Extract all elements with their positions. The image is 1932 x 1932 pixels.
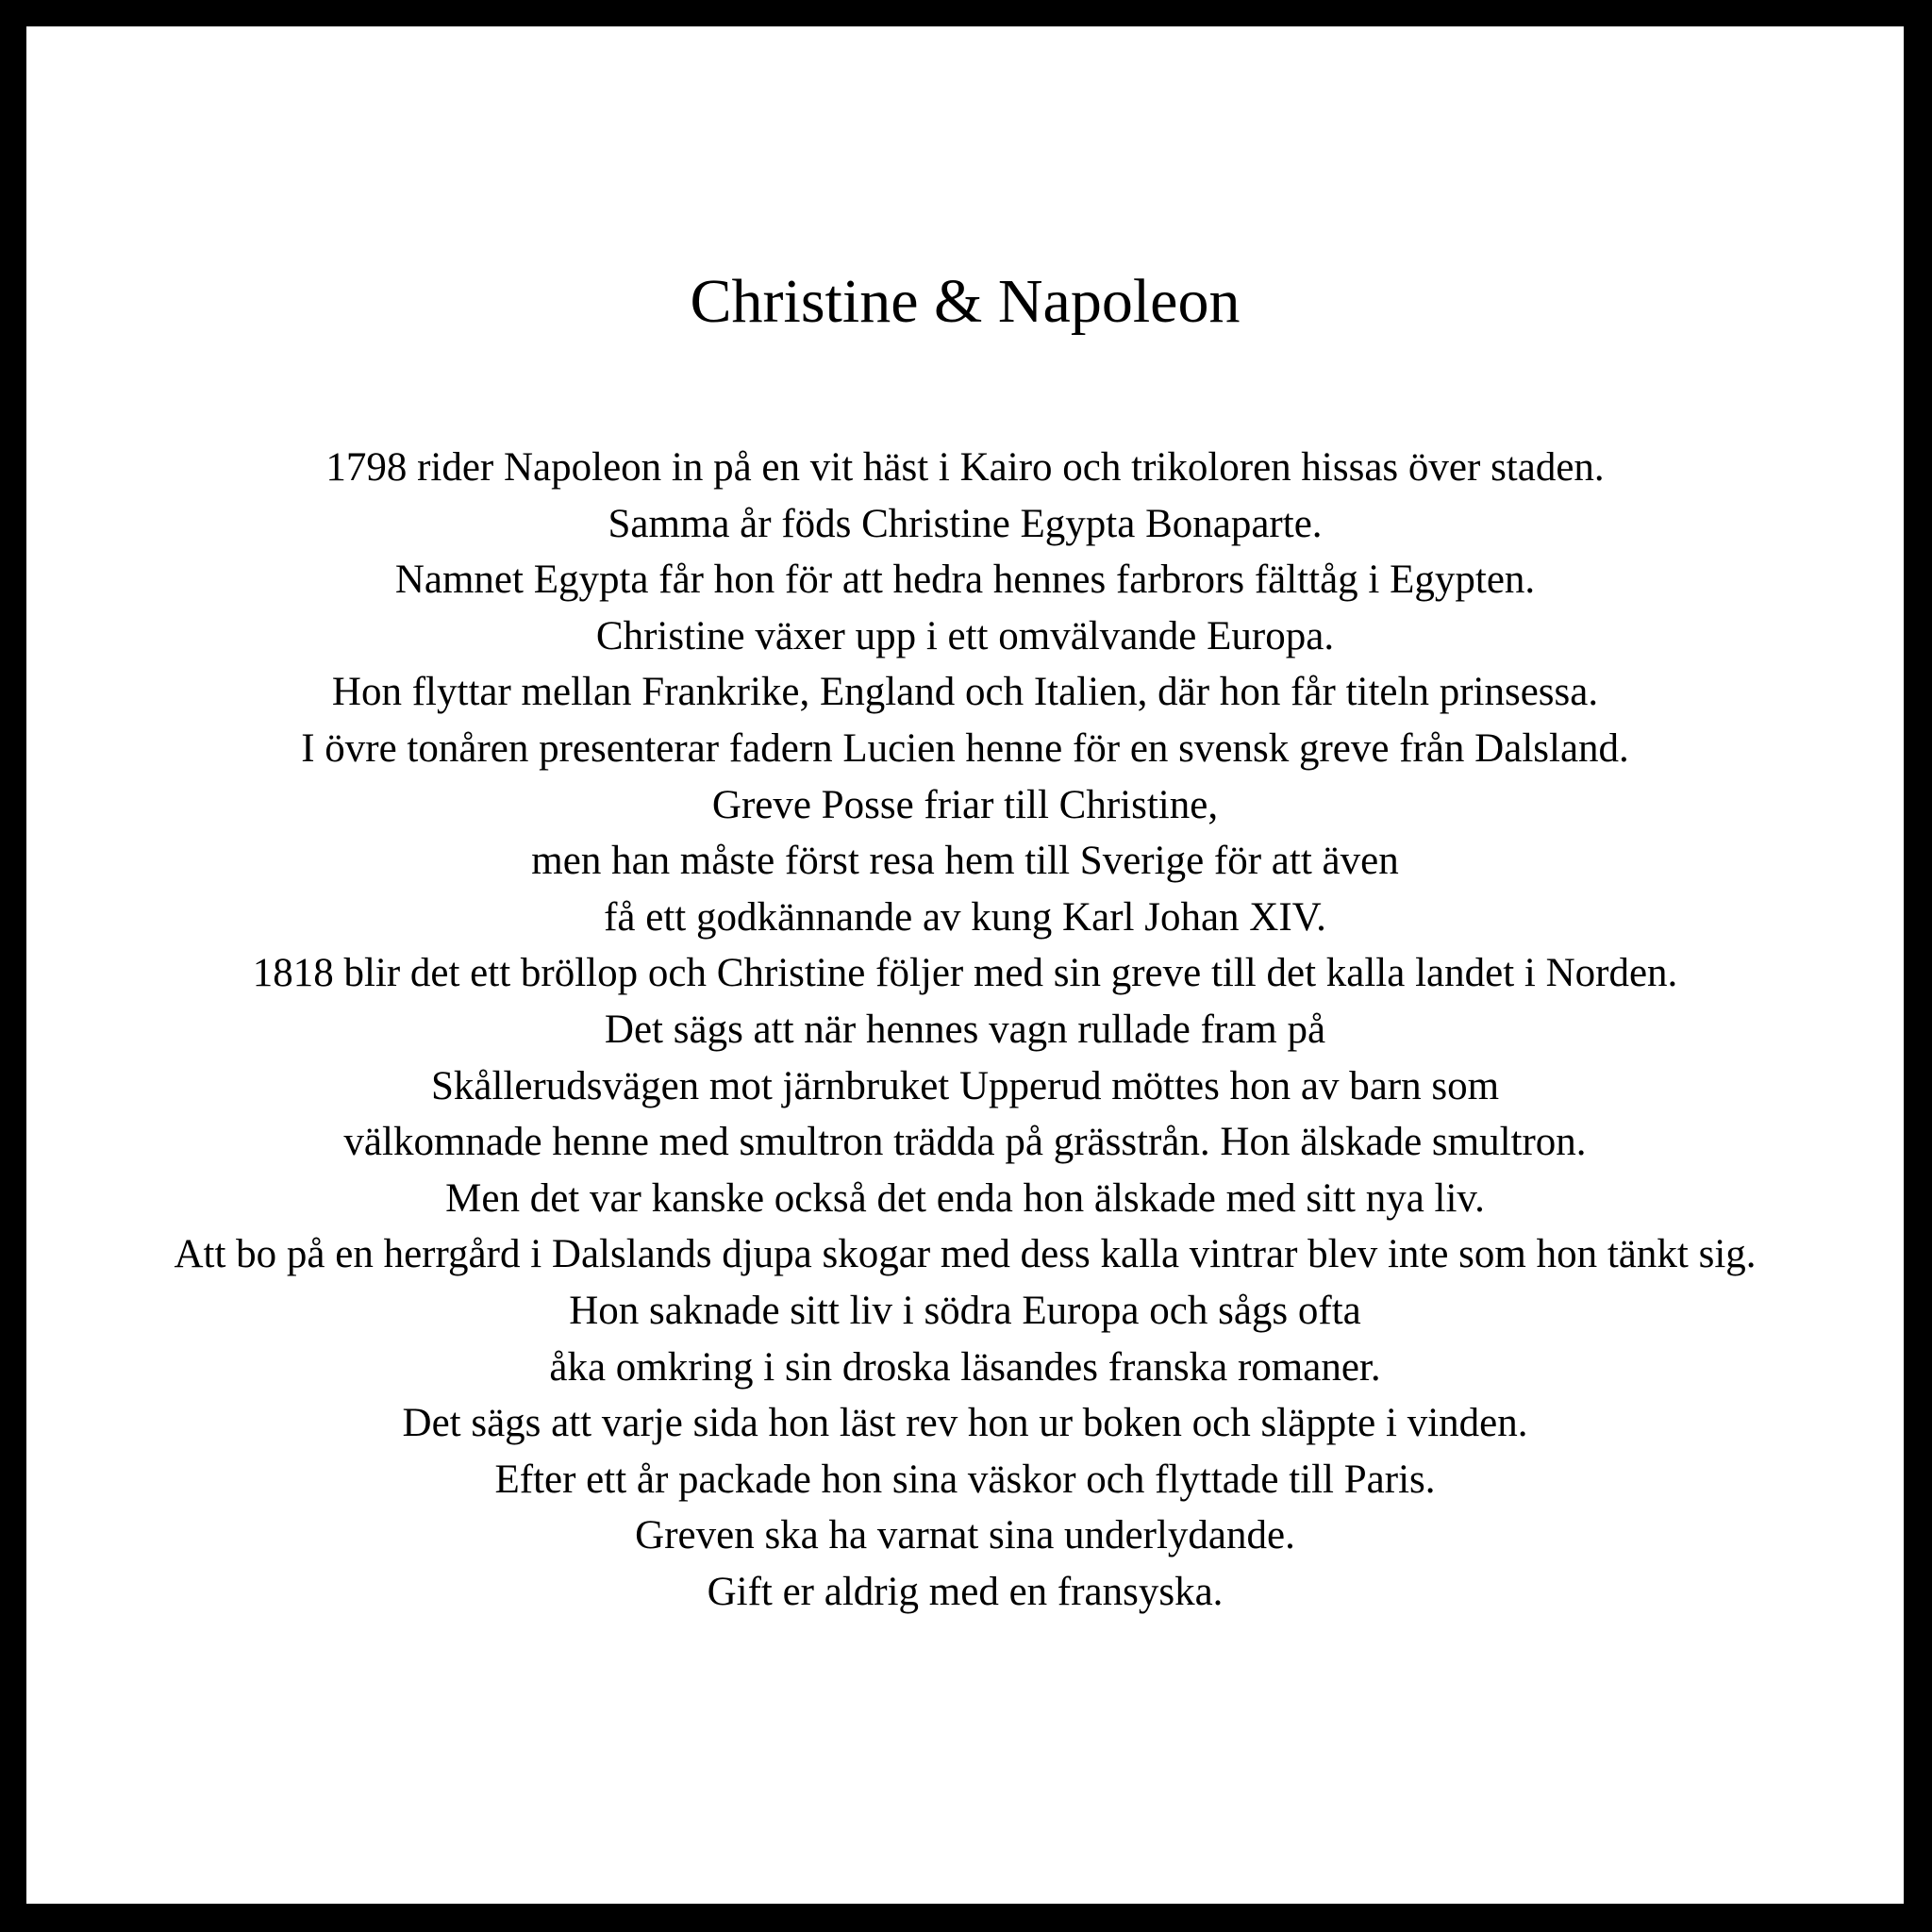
text-line: Christine växer upp i ett omvälvande Europa. [595,613,1335,658]
text-line: Skållerudsvägen mot järnbruket Upperud möttes hon av barn som [430,1063,1500,1108]
text-line: åka omkring i sin droska läsandes franska romaner. [549,1344,1381,1390]
page-title: Christine & Napoleon [690,267,1241,336]
text-line: Greve Posse friar till Christine, [711,782,1219,827]
text-line: Hon saknade sitt liv i södra Europa och sågs ofta [569,1288,1361,1333]
text-line: Det sägs att varje sida hon läst rev hon ur boken och släppte i vinden. [402,1401,1528,1446]
text-line: få ett godkännande av kung Karl Johan XIV. [604,894,1326,940]
text-line: Att bo på en herrgård i Dalslands djupa skogar med dess kalla vintrar blev inte som hon tänkt sig. [174,1232,1757,1277]
text-line: Hon flyttar mellan Frankrike, England och Italien, där hon får titeln prinsessa. [331,670,1599,715]
page-frame [26,26,1904,1904]
text-line: Gift er aldrig med en fransyska. [707,1569,1224,1614]
text-line: Efter ett år packade hon sina väskor och flyttade till Paris. [494,1457,1436,1502]
text-line: välkomnade henne med smultron trädda på grässtrån. Hon älskade smultron. [343,1120,1587,1165]
story-text [26,440,1904,1620]
text-line: Greven ska ha varnat sina underlydande. [635,1513,1295,1558]
text-line: 1818 blir det ett bröllop och Christine följer med sin greve till det kalla landet i Norden. [252,951,1678,996]
text-line: I övre tonåren presenterar fadern Lucien henne för en svensk greve från Dalsland. [301,725,1629,771]
text-line: Det sägs att när hennes vagn rullade fram på [604,1007,1326,1052]
text-line: 1798 rider Napoleon in på en vit häst i Kairo och trikoloren hissas över staden. [325,445,1605,490]
text-line: Namnet Egypta får hon för att hedra hennes farbrors fälttåg i Egypten. [394,558,1536,603]
text-line: Samma år föds Christine Egypta Bonaparte. [608,501,1323,546]
text-line: men han måste först resa hem till Sverige för att även [531,839,1399,884]
text-line: Men det var kanske också det enda hon älskade med sitt nya liv. [445,1175,1485,1221]
